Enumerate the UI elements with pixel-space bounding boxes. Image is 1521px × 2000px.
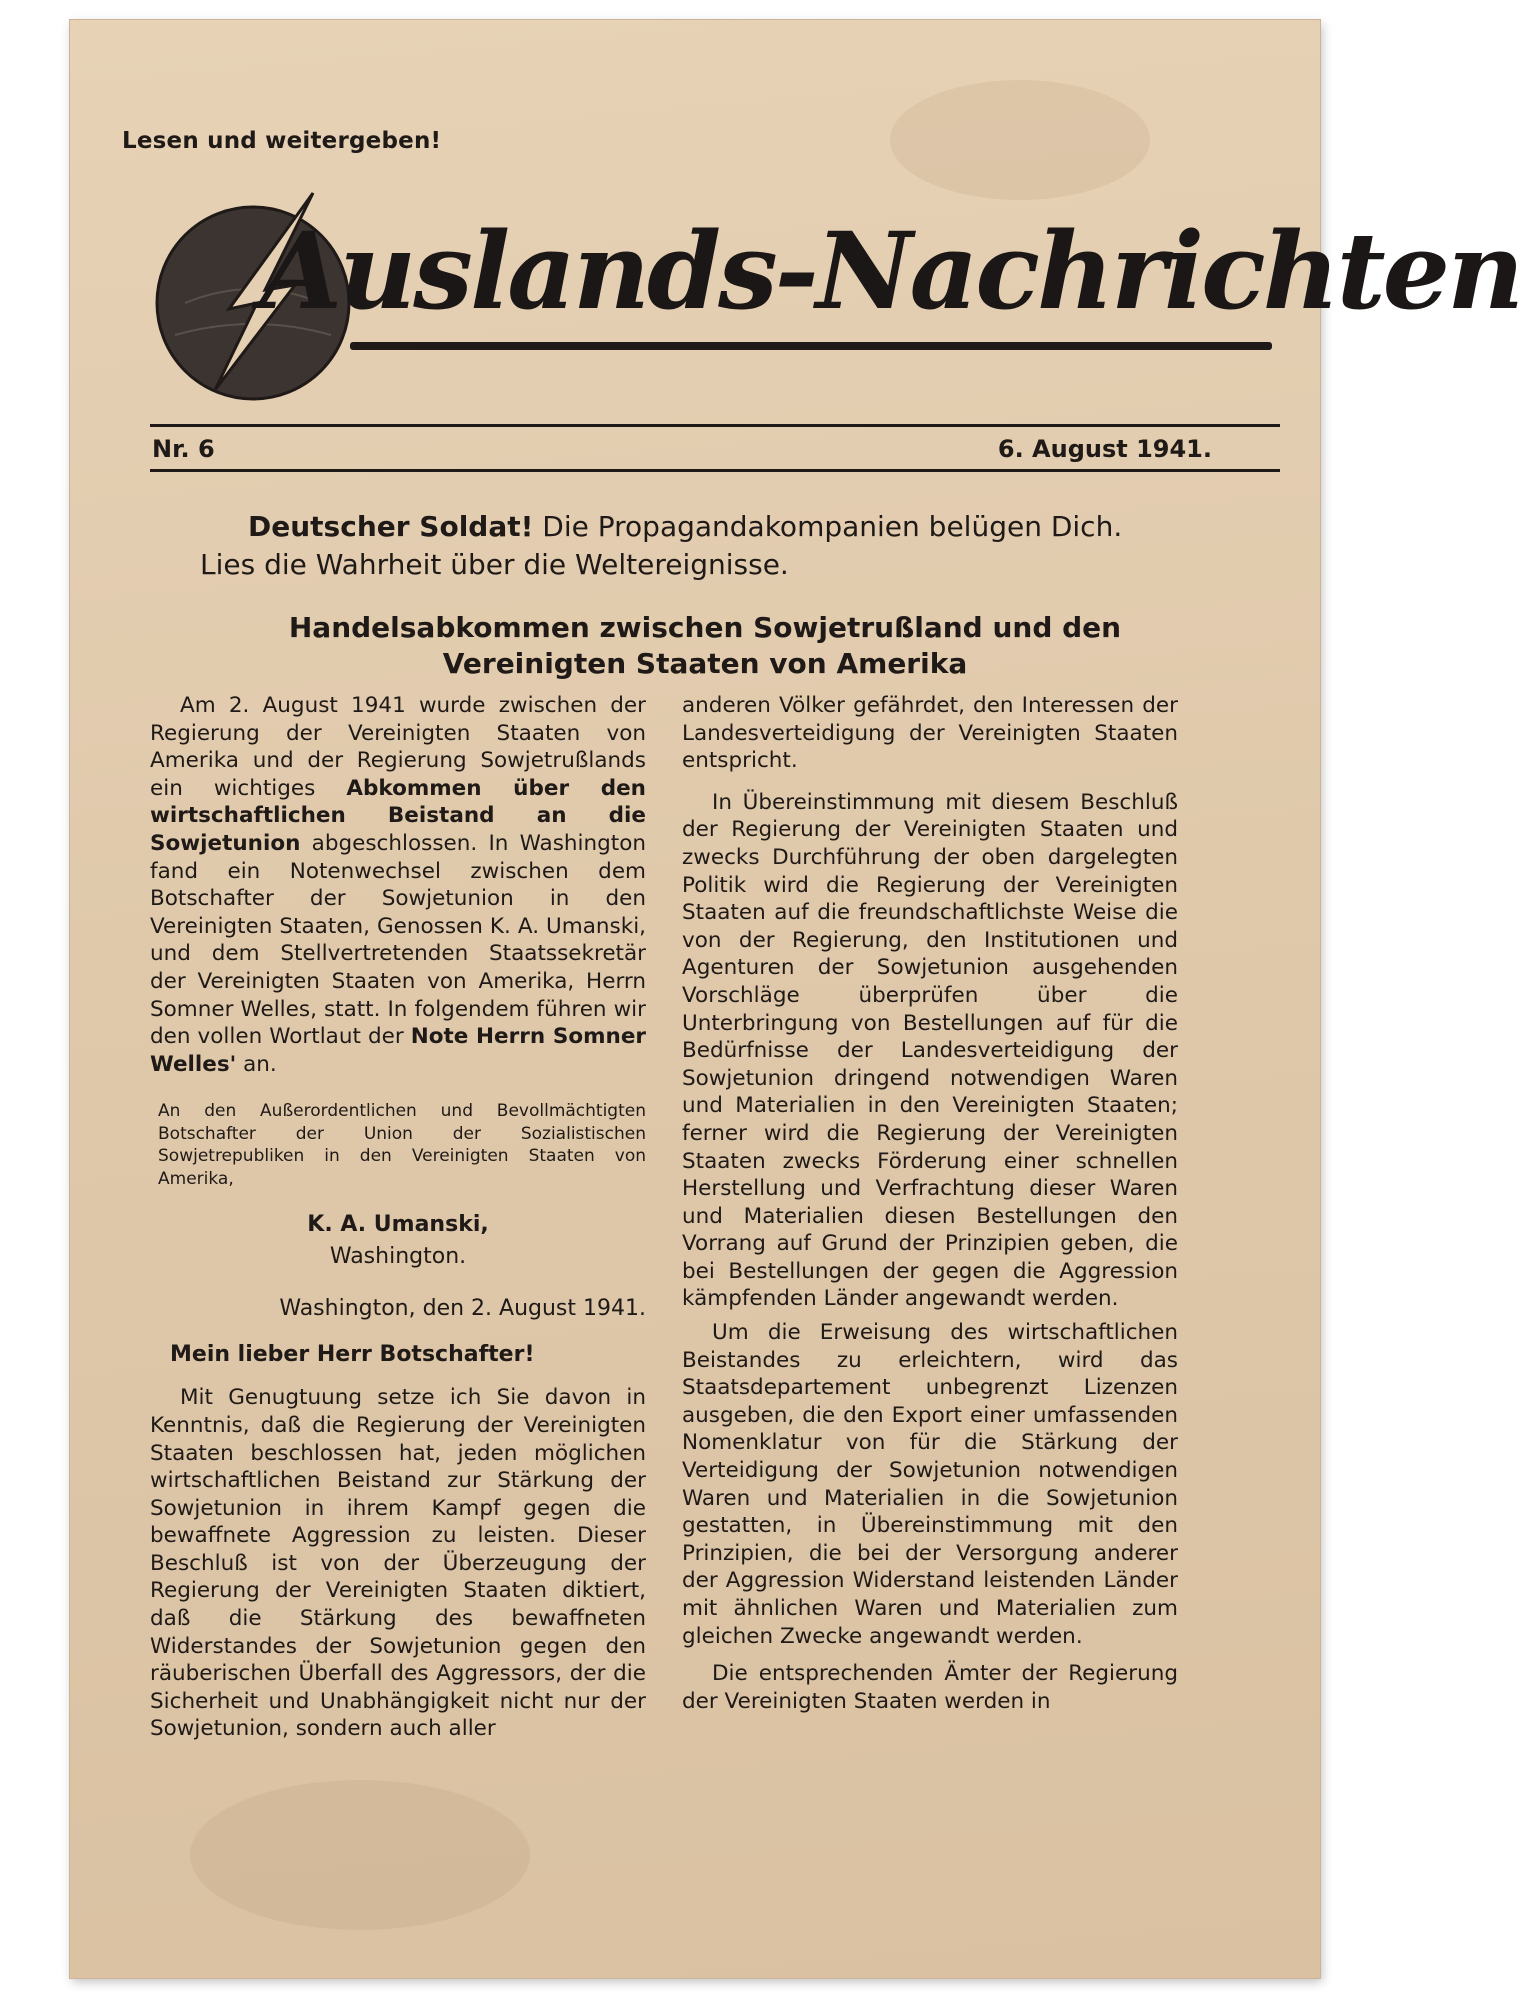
appeal-line-1 [200,508,1220,546]
appeal-bold: Deutscher Soldat! [248,510,534,543]
intro-text-c: abgeschlossen. In Washington fand ein Notenwechsel zwischen dem Botschafter der Sowjetunion in den Vereinigten Staaten, Genossen K. A. Umanski, und dem Stellvertretenden Staatssekretär der Vereinigten Staaten von Amerika, Herrn Somner Welles, statt. In folgendem führen wir den vollen Wortlaut der [150,830,646,1050]
intro-bold-agreement: Abkommen über den wirtschaftlichen Beistand an die Sowjetunion [150,775,646,856]
motto: Lesen und weitergeben! [122,128,442,154]
appeal-line-2: Lies die Wahrheit über die Weltereignisse. [200,548,789,581]
intro-paragraph [150,692,646,1078]
letter-place-date: Washington, den 2. August 1941. [279,1296,646,1322]
issue-date: 6. August 1941. [997,435,1212,463]
issue-number: Nr. 6 [152,435,215,463]
header-rule-top [150,424,1280,427]
masthead-underline [350,342,1272,350]
intro-text-e: an. [236,1051,277,1077]
masthead-title: Auslands-Nachrichten [260,208,1521,333]
address-block [158,1100,646,1190]
article-headline [200,610,1210,682]
ambassador-name: K. A. Umanski, [307,1212,489,1238]
letter-paragraph-3: Um die Erweisung des wirtschaftlichen Beistandes zu erleichtern, wird das Staatsdepartement unbegrenzt Lizenzen ausgeben, die den Export einer umfassenden Nomenklatur von für die Stärkung der Verteidigung der Sowjetunion notwendigen Waren und Materialien in die Sowjetunion gestatten, in Übereinstimmung mit den Prinzipien, die bei der Versorgung anderer der Aggression Widerstand leistenden Länder mit ähnlichen Waren und Materialien zum gleichen Zwecke angewandt werden. [682,1320,1178,1649]
letter-paragraph-4: Die entsprechenden Ämter der Regierung der Vereinigten Staaten werden in [682,1661,1178,1714]
right-column [682,692,1178,1715]
headline-line-2: Vereinigten Staaten von Amerika [442,647,968,680]
headline-line-1: Handelsabkommen zwischen Sowjetrußland und den [288,611,1122,644]
intro-text-a: Am 2. August 1941 wurde zwischen der Regierung der Vereinigten Staaten von Amerika und der Regierung Sowjetrußlands ein wichtiges [150,693,646,801]
header-rule-bottom [150,469,1280,472]
paper-stain [190,1780,530,1930]
appeal [200,508,1220,584]
intro-bold-note: Note Herrn Somner Welles' [150,1024,646,1077]
appeal-text-1: Die Propagandakompanien belügen Dich. [533,510,1123,543]
letter-paragraph-2: In Übereinstimmung mit diesem Beschluß der Regierung der Vereinigten Staaten und zwecks Durchführung der oben dargelegten Politik wird die Regierung der Vereinigten Staaten auf die freundschaftlichste Weise die von der Regierung, den Institutionen und Agenturen der Sowjetunion ausgehenden Vorschläge überprüfen über die Unterbringung von Bestellungen auf für die Bedürfnisse der Landesverteidigung der Sowjetunion dringend notwendigen Waren und Materialien in den Vereinigten Staaten; ferner wird die Regierung der Vereinigten Staaten zwecks Förderung einer schnellen Herstellung und Verfrachtung dieser Waren und Materialien diesen Bestellungen den Vorrang auf Grund der Prinzipien geben, die bei Bestellungen der gegen die Aggression kämpfenden Länder angewandt werden. [682,789,1178,1312]
letter-paragraph-1-cont: anderen Völker gefährdet, den Interessen der Landesverteidigung der Vereinigten Staaten entspricht. [682,693,1178,774]
address-text: An den Außerordentlichen und Bevollmächtigten Botschafter der Union der Sozialistischen Sowjetrepubliken in den Vereinigten Staaten von Amerika, [158,1101,646,1189]
letter-paragraph-1: Mit Genugtuung setze ich Sie davon in Kenntnis, daß die Regierung der Vereinigten Staaten beschlossen hat, jeden möglichen wirtschaftlichen Beistand zur Stärkung der Sowjetunion in ihrem Kampf gegen die bewaffnete Aggression zu leisten. Dieser Beschluß ist von der Überzeugung der Regierung der Vereinigten Staaten diktiert, daß die Stärkung des bewaffneten Widerstandes der Sowjetunion gegen den räuberischen Überfall des Aggressors, der die Sicherheit und Unabhängigkeit nicht nur der Sowjetunion, sondern auch aller [150,1385,646,1742]
paper-stain [890,80,1150,200]
letter-salutation: Mein lieber Herr Botschafter! [170,1342,535,1368]
ambassador-city: Washington. [329,1244,467,1270]
left-column [150,692,646,1743]
leaflet-page [70,20,1521,1978]
